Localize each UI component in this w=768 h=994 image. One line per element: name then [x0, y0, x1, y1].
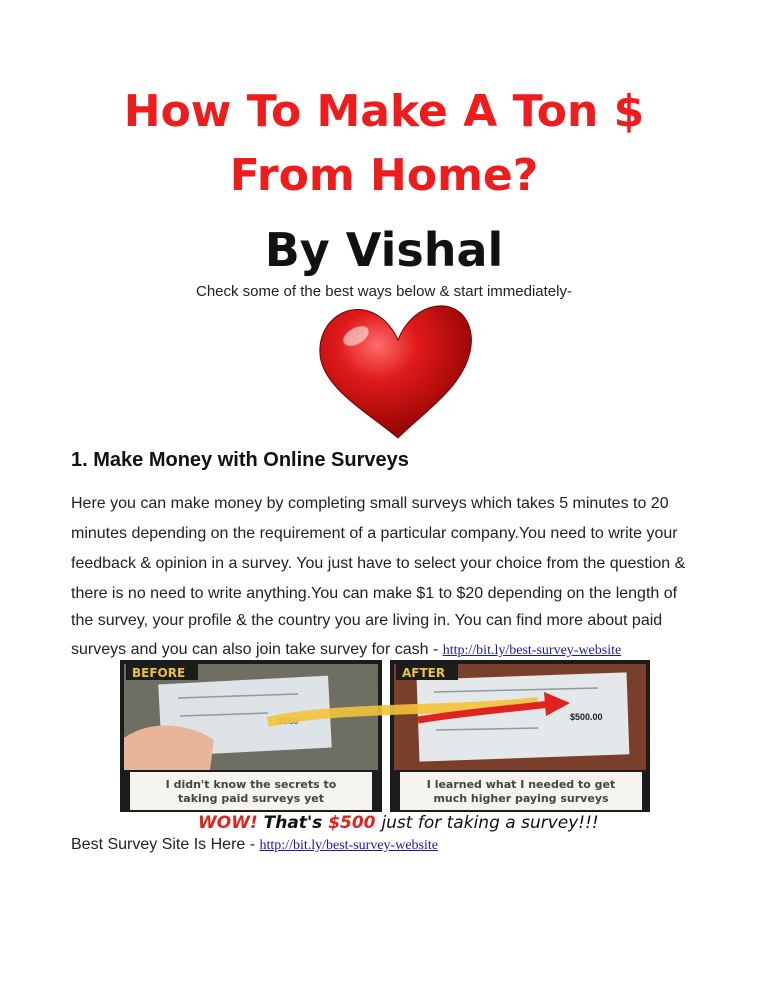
section-heading: 1. Make Money with Online Surveys	[71, 449, 409, 471]
before-amount: $3.00	[278, 717, 299, 726]
before-caption-2: taking paid surveys yet	[178, 792, 324, 805]
after-amount: $500.00	[570, 712, 603, 722]
paragraph-line: Here you can make money by completing small surveys which takes 5 minutes to 20	[71, 495, 669, 512]
paragraph-text: surveys and you can also join take survey for cash -	[71, 641, 443, 658]
paragraph-line: there is no need to write anything.You can make $1 to $20 depending on the length of	[71, 585, 678, 602]
before-label: BEFORE	[132, 666, 186, 680]
after-panel	[390, 660, 650, 812]
paragraph-line-with-link	[71, 641, 621, 659]
title-line-1: How To Make A Ton $	[123, 86, 645, 137]
after-caption-2: much higher paying surveys	[433, 792, 609, 805]
after-label: AFTER	[402, 666, 446, 680]
paragraph-line: feedback & opinion in a survey. You just have to select your choice from the question &	[71, 555, 686, 572]
after-caption-1: I learned what I needed to get	[426, 778, 616, 791]
footer-line	[71, 836, 438, 854]
paragraph-line: the survey, your profile & the country you are living in. You can find more about paid	[71, 612, 663, 629]
title-line-2: From Home?	[229, 150, 539, 201]
footer-text: Best Survey Site Is Here -	[71, 836, 260, 853]
survey-link[interactable]: http://bit.ly/best-survey-website	[442, 643, 622, 658]
before-after-promo-image	[118, 658, 652, 832]
before-panel	[120, 660, 382, 812]
promo-banner: WOW! That's $500 just for taking a survey!!!	[198, 813, 599, 832]
author-line: By Vishal	[264, 223, 504, 277]
subtitle: Check some of the best ways below & start immediately-	[196, 283, 572, 300]
before-caption-1: I didn't know the secrets to	[165, 778, 337, 791]
footer-survey-link[interactable]: http://bit.ly/best-survey-website	[259, 838, 438, 853]
heart-icon	[300, 296, 480, 444]
paragraph-line: minutes depending on the requirement of a particular company.You need to write your	[71, 525, 678, 542]
